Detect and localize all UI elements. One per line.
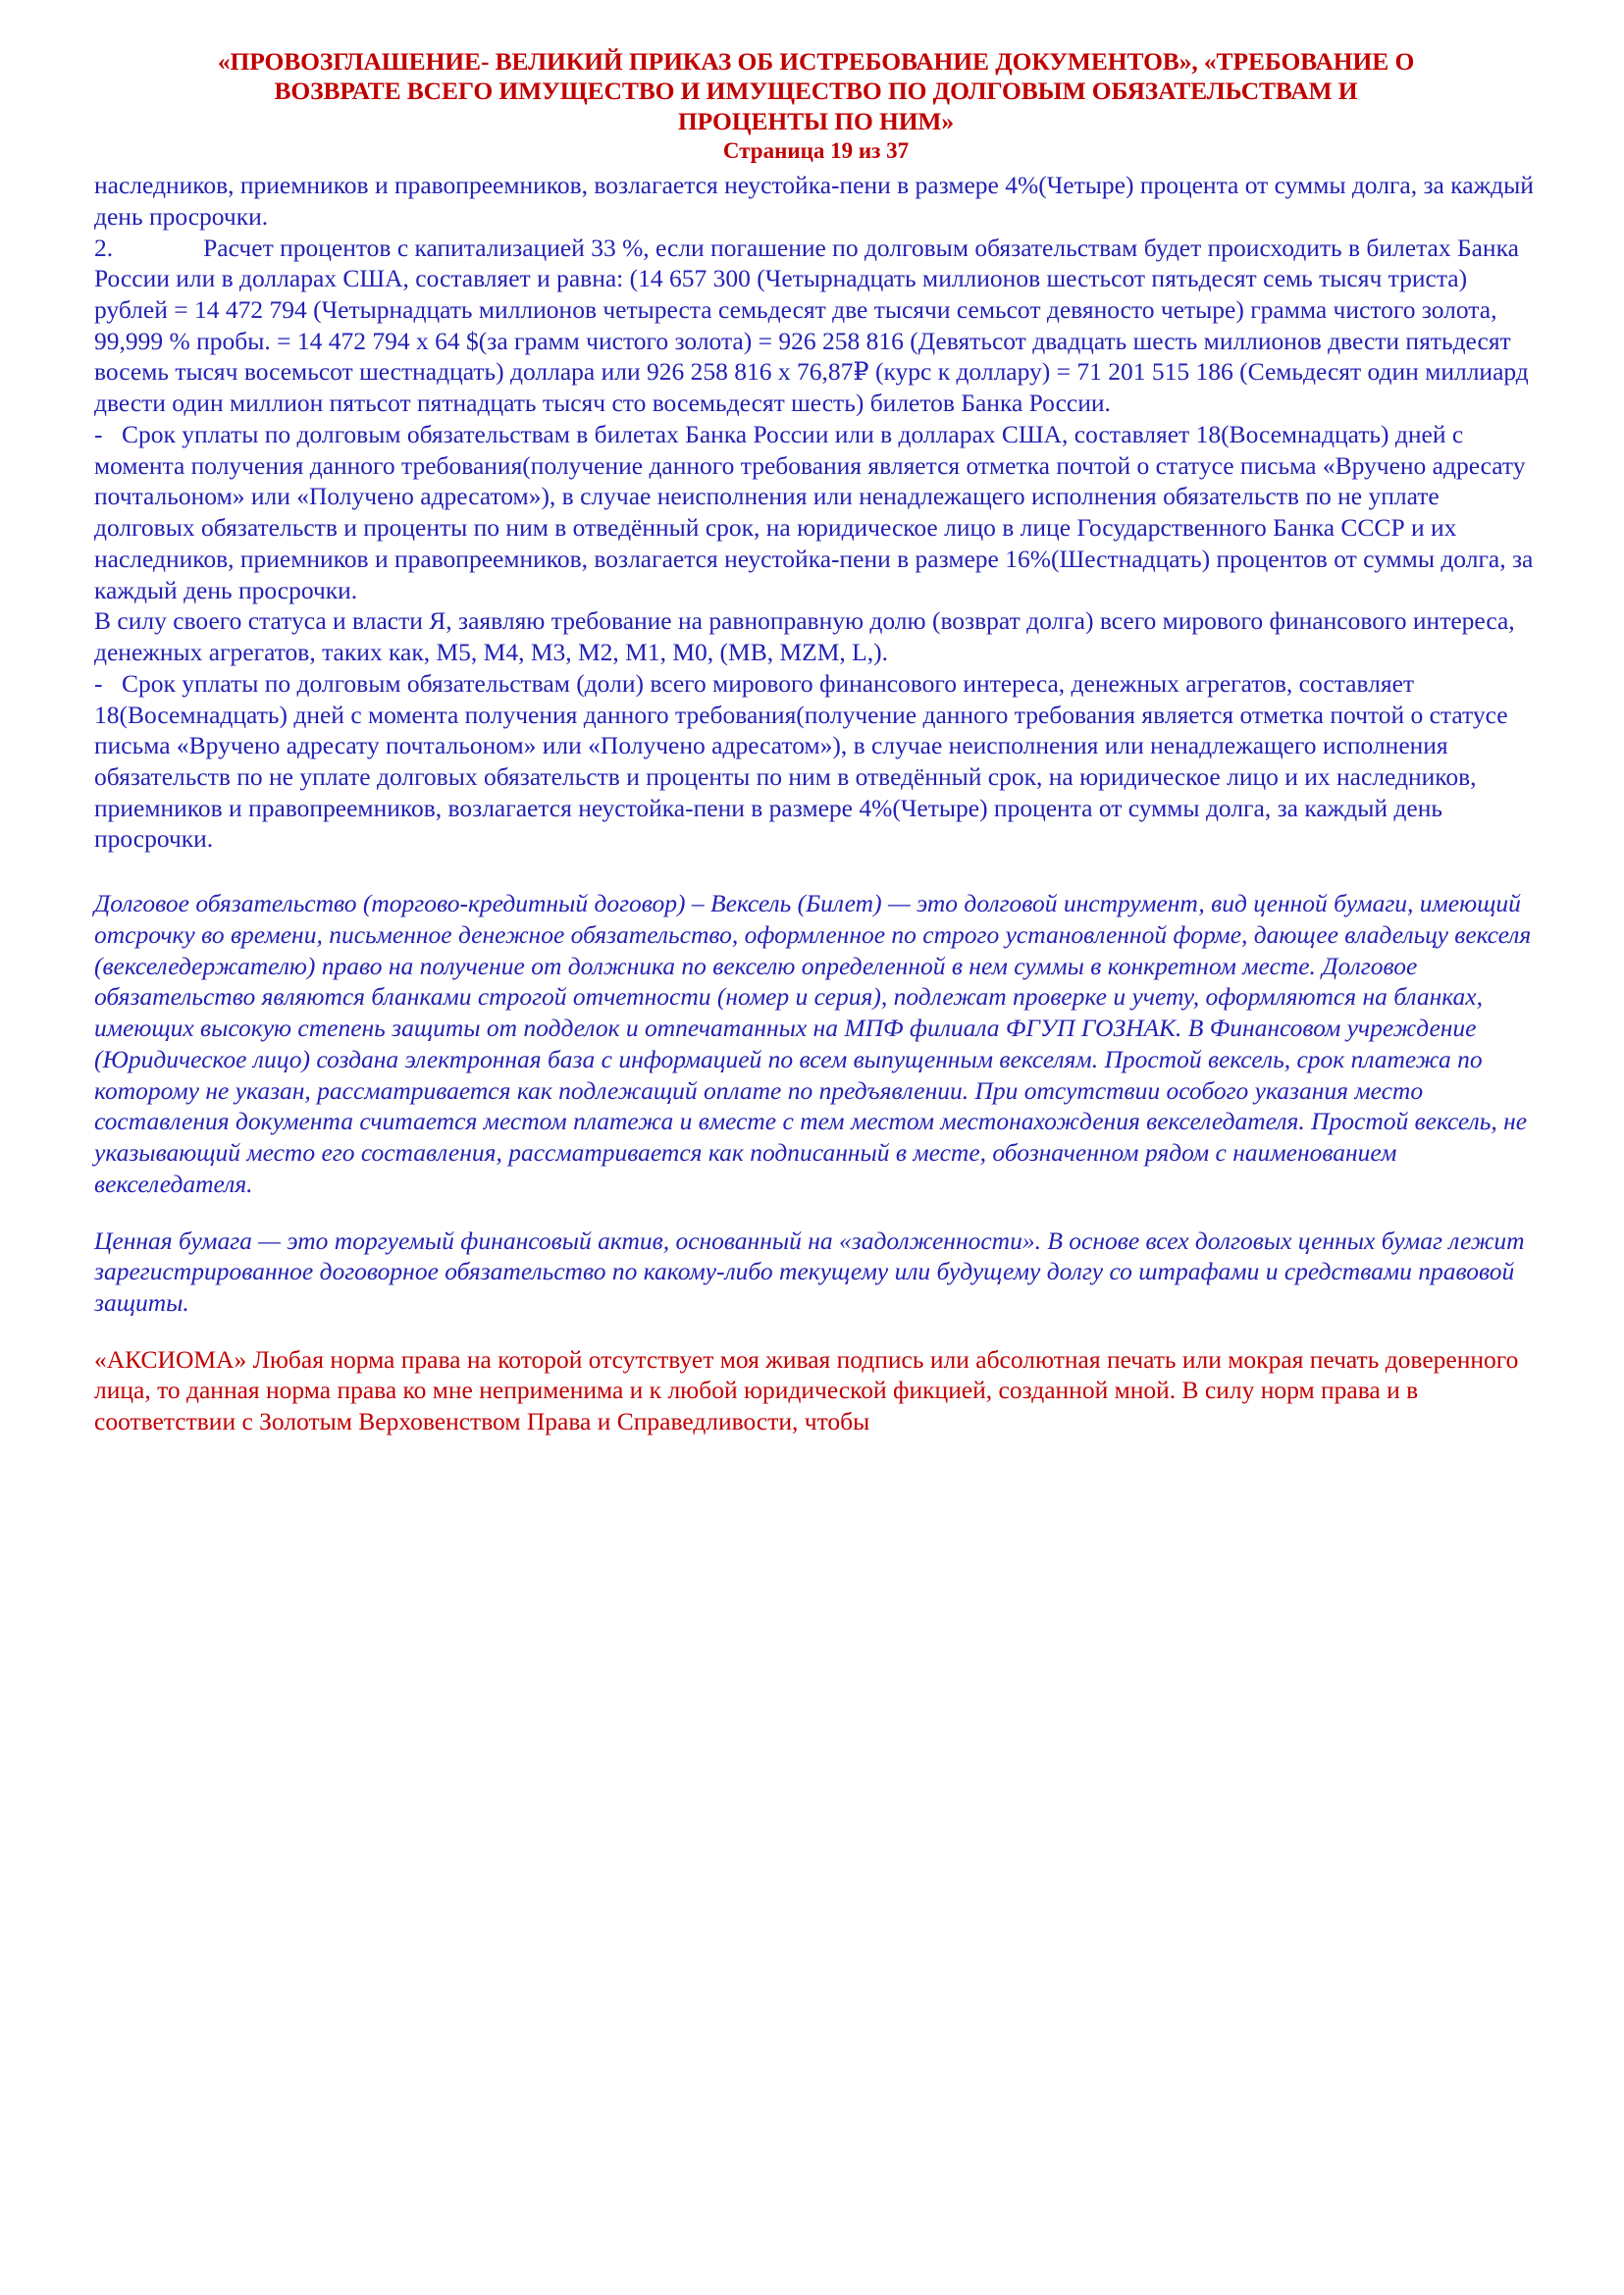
paragraph-continuation: наследников, приемников и правопреемников, возлагается неустойка-пени в размере 4%(Четыре) процента от суммы долга, за каждый день просрочки. — [94, 171, 1534, 231]
document-body — [94, 170, 1538, 855]
veksel-definition-text: Долговое обязательство (торгово-кредитный договор) – Вексель (Билет) — это долговой инструмент, вид ценной бумаги, имеющий отсрочку во времени, письменное денежное обязательство, оформленное по строго установленной форме, дающее владельцу векселя (векселедержателю) право на получение от должника по векселю определенной в нем суммы в конкретном месте. Долговое обязательство являются бланками строгой отчетности (номер и серия), подлежат проверке и учету, оформляются на бланках, имеющих высокую степень защиты от подделок и отпечатанных на МПФ филиала ФГУП ГОЗНАК. В Финансовом учреждение (Юридическое лицо) создана электронная база с информацией по всем выпущенным векселям. Простой вексель, срок платежа по которому не указан, рассматривается как подлежащий оплате по предъявлении. При отсутствии особого указания место составления документа считается местом платежа и вместе с тем местом местонахождения векселедателя. Простой вексель, не указывающий место его составления, рассматривается как подписанный в месте, обозначенном рядом с наименованием векселедателя. — [94, 889, 1532, 1198]
document-title — [164, 47, 1469, 136]
document-title-line-1: «ПРОВОЗГЛАШЕНИЕ- ВЕЛИКИЙ ПРИКАЗ ОБ ИСТРЕБОВАНИЕ ДОКУМЕНТОВ», «ТРЕБОВАНИЕ О — [217, 47, 1415, 76]
dash-marker-icon: - — [94, 668, 103, 698]
security-definition-text: Ценная бумага — это торгуемый финансовый актив, основанный на «задолженности». В основе всех долговых ценных бумаг лежит зарегистрированное договорное обязательство по какому-либо текущему или будущему долгу со штрафами и средствами правовой защиты. — [94, 1226, 1525, 1317]
security-definition-section — [94, 1226, 1538, 1319]
section-spacer — [94, 855, 1538, 888]
veksel-definition-section — [94, 888, 1538, 1199]
axiom-section — [94, 1344, 1538, 1437]
axiom-text: «АКСИОМА» Любая норма права на которой отсутствует моя живая подпись или абсолютная печать или мокрая печать доверенного лица, то данная норма права ко мне неприменима и к любой юридической фикцией, созданной мной. В силу норм права и в соответствии с Золотым Верховенством Права и Справедливости, чтобы — [94, 1344, 1519, 1436]
section-spacer — [94, 1319, 1538, 1344]
dash-item-2 — [94, 668, 1538, 855]
numbered-item-2 — [94, 233, 1538, 419]
dash-item-1-text: Срок уплаты по долговым обязательствам в билетах Банка России или в долларах США, составляет 18(Восемнадцать) дней с момента получения данного требования(получение данного требования является отметка почтой о статусе письма «Вручено адресату почтальоном» или «Получено адресатом»), в случае неисполнения или ненадлежащего исполнения обязательств по не уплате долговых обязательств и проценты по ним в отведённый срок, на юридическое лицо в лице Государственного Банка СССР и их наследников, приемников и правопреемников, возлагается неустойка-пени в размере 16%(Шестнадцать) процентов от суммы долга, за каждый день просрочки. — [94, 419, 1534, 604]
dash-item-1 — [94, 419, 1538, 605]
section-spacer — [94, 1200, 1538, 1226]
numbered-item-2-text: Расчет процентов с капитализацией 33 %, если погашение по долговым обязательствам будет происходить в билетах Банка России или в долларах США, составляет и равна: (14 657 300 (Четырнадцать миллионов шестьсот пятьдесят семь тысяч триста) рублей = 14 472 794 (Четырнадцать миллионов четыреста семьдесят две тысячи семьсот девяносто четыре) грамма чистого золота, 99,999 % пробы. = 14 472 794 х 64 $(за грамм чистого золота) = 926 258 816 (Девятьсот двадцать шесть миллионов двести пятьдесят восемь тысяч восемьсот шестнадцать) доллара или 926 258 816 х 76,87₽ (курс к доллару) = 71 201 515 186 (Семьдесят один миллиард двести один миллион пятьсот пятнадцать тысяч сто восемьдесят шесть) билетов Банка России. — [94, 233, 1529, 418]
paragraph-status-claim: В силу своего статуса и власти Я, заявляю требование на равноправную долю (возврат долга) всего мирового финансового интереса, денежных агрегатов, таких как, М5, М4, М3, М2, М1, М0, (МВ, MZM, L,). — [94, 606, 1515, 667]
document-title-line-2: ВОЗВРАТЕ ВСЕГО ИМУЩЕСТВО И ИМУЩЕСТВО ПО ДОЛГОВЫМ ОБЯЗАТЕЛЬСТВАМ И — [274, 77, 1358, 106]
dash-marker-icon: - — [94, 419, 103, 448]
page-number: Страница 19 из 37 — [722, 138, 910, 164]
dash-item-2-text: Срок уплаты по долговым обязательствам (доли) всего мирового финансового интереса, денежных агрегатов, составляет 18(Восемнадцать) дней с момента получения данного требования(получение данного требования является отметка почтой о статусе письма «Вручено адресату почтальоном» или «Получено адресатом»), в случае неисполнения или ненадлежащего исполнения обязательств по не уплате долговых обязательств и проценты по ним в отведённый срок, на юридическое лицо и их наследников, приемников и правопреемников, возлагается неустойка-пени в размере 4%(Четыре) процента от суммы долга, за каждый день просрочки. — [94, 668, 1508, 854]
document-title-line-3: ПРОЦЕНТЫ ПО НИМ» — [677, 106, 955, 135]
numbered-item-2-number: 2. — [94, 233, 114, 262]
